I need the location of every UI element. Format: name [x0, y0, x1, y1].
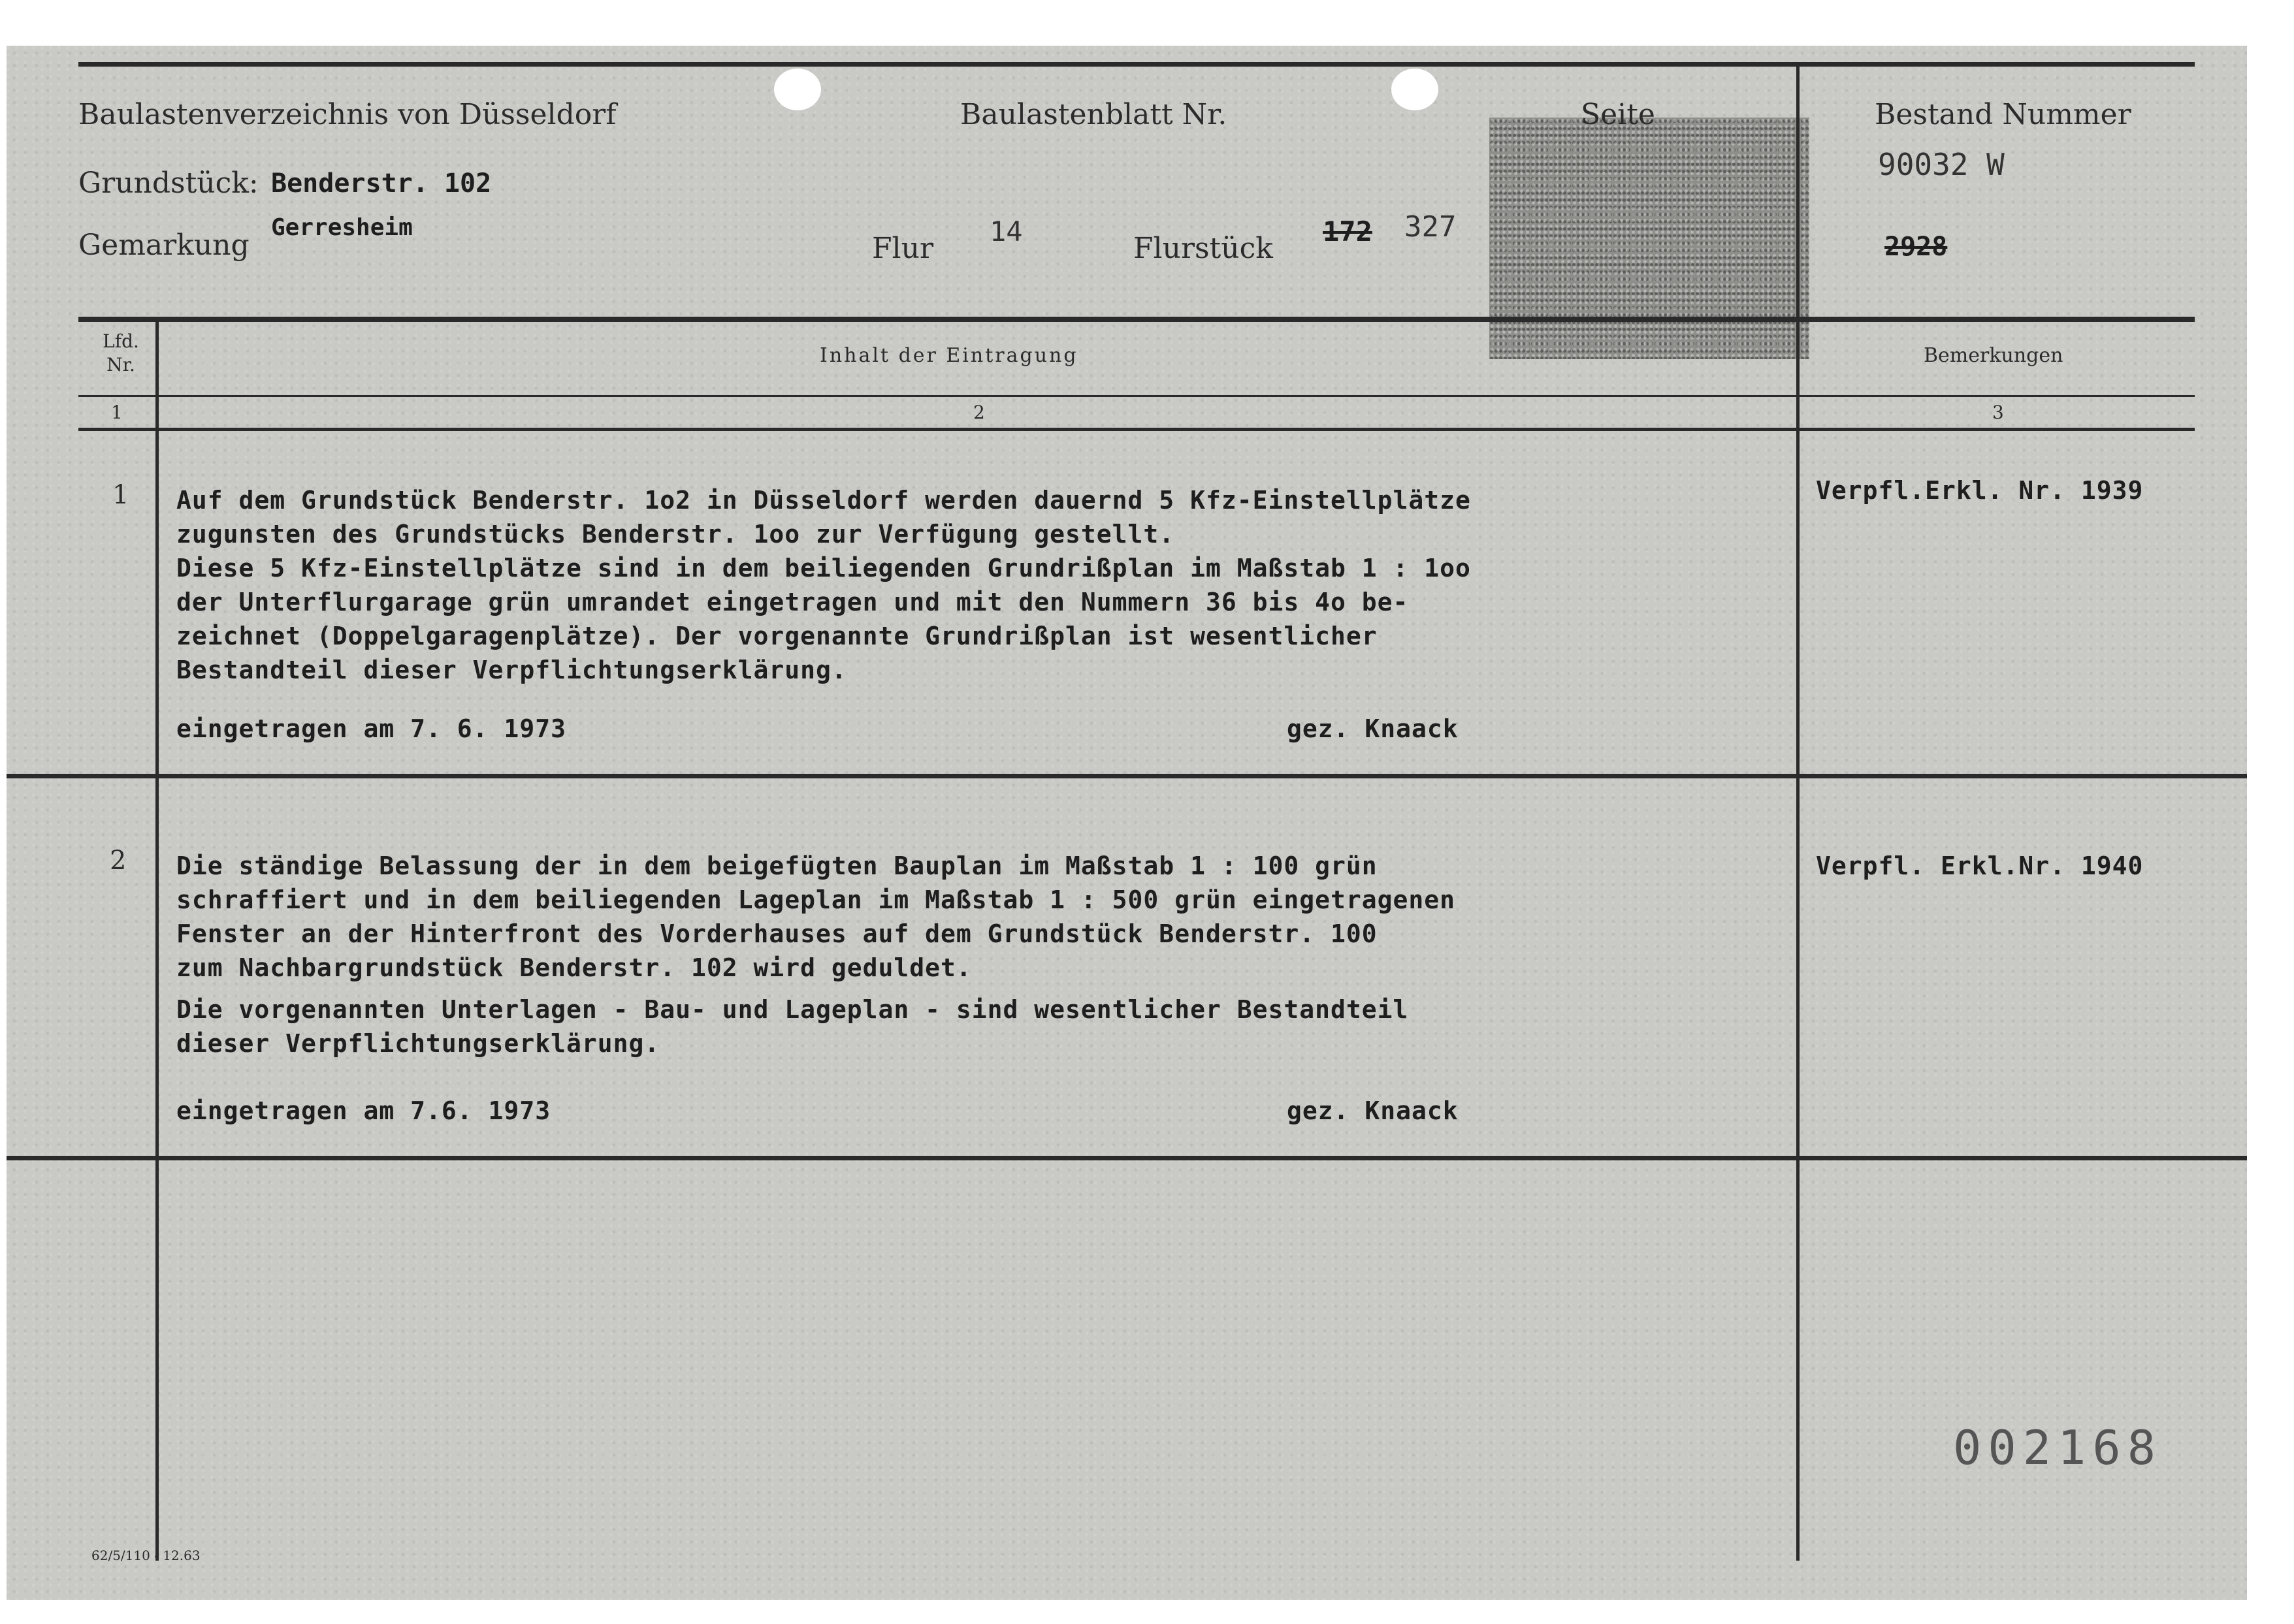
district-value: Gerresheim — [271, 214, 413, 241]
entry-2-text — [176, 849, 1455, 1060]
entry-1-divider — [7, 774, 2247, 778]
form-code: 62/5/110 - 12.63 — [91, 1548, 201, 1563]
col1-header: Lfd. Nr. — [103, 330, 139, 375]
page-stamp: 002168 — [1953, 1420, 2163, 1475]
registry-title: Baulastenverzeichnis von Düsseldorf — [78, 98, 617, 131]
entry-1-line: Diese 5 Kfz-Einstellplätze sind in dem beiliegenden Grundrißplan im Maßstab 1 : 1oo — [176, 554, 1471, 582]
entry-1-registered: eingetragen am 7. 6. 1973 — [176, 714, 566, 743]
entry-2-line: Fenster an der Hinterfront des Vorderhauses auf dem Grundstück Benderstr. 100 — [176, 919, 1378, 948]
entry-1-remark: Verpfl.Erkl. Nr. 1939 — [1816, 476, 2144, 505]
entry-2-line: Die ständige Belassung der in dem beigefügten Bauplan im Maßstab 1 : 100 grün — [176, 852, 1378, 880]
punch-hole-left — [774, 69, 821, 110]
stock-old-value: 2928 — [1884, 232, 1948, 262]
flurstueck-old-value: 172 — [1323, 215, 1372, 247]
remarks-column-divider — [1796, 65, 1800, 1561]
entry-1-line: Auf dem Grundstück Benderstr. 1o2 in Düsseldorf werden dauernd 5 Kfz-Einstellplätze — [176, 486, 1471, 515]
stock-label: Bestand Nummer — [1875, 98, 2131, 131]
flurstueck-label: Flurstück — [1133, 232, 1273, 265]
entry-1-line: zugunsten des Grundstücks Benderstr. 1oo zur Verfügung gestellt. — [176, 520, 1175, 549]
flurstueck-value: 327 — [1404, 210, 1457, 244]
plot-value: Benderstr. 102 — [271, 168, 492, 199]
record-sheet — [7, 46, 2247, 1600]
punch-hole-right — [1391, 69, 1438, 110]
entry-2-number: 2 — [110, 846, 127, 876]
entry-1-text — [176, 483, 1471, 687]
col1-number: 1 — [111, 402, 123, 423]
col2-number: 2 — [973, 402, 985, 423]
entry-1-line: Bestandteil dieser Verpflichtungserklärung. — [176, 656, 847, 684]
stock-value: 90032 W — [1878, 147, 2005, 182]
sheet-label: Baulastenblatt Nr. — [960, 98, 1227, 131]
table-top-border — [78, 317, 2195, 322]
flur-value: 14 — [990, 215, 1023, 247]
entry-1-number: 1 — [112, 480, 129, 510]
col3-header: Bemerkungen — [1924, 344, 2063, 367]
entry-1-line: zeichnet (Doppelgaragenplätze). Der vorgenannte Grundrißplan ist wesentlicher — [176, 622, 1378, 650]
page-label: Seite — [1581, 98, 1655, 131]
entry-2-line: schraffiert und in dem beiliegenden Lageplan im Maßstab 1 : 500 grün eingetragenen — [176, 885, 1455, 914]
number-column-divider — [155, 317, 159, 1561]
entry-2-line: dieser Verpflichtungserklärung. — [176, 1029, 660, 1058]
column-number-divider — [78, 395, 2195, 397]
col3-number: 3 — [1992, 402, 2004, 423]
entry-2-divider — [7, 1156, 2247, 1160]
header-bottom-border — [78, 428, 2195, 431]
plot-label: Grundstück: — [78, 167, 259, 200]
district-label: Gemarkung — [78, 229, 250, 262]
entry-2-line: zum Nachbargrundstück Benderstr. 102 wird geduldet. — [176, 953, 972, 982]
entry-1-line: der Unterflurgarage grün umrandet eingetragen und mit den Nummern 36 bis 4o be- — [176, 588, 1409, 616]
entry-2-signature: gez. Knaack — [1287, 1096, 1459, 1125]
entry-1-signature: gez. Knaack — [1287, 714, 1459, 743]
flur-label: Flur — [872, 232, 933, 265]
scan-noise-area — [1489, 118, 1809, 359]
top-border — [78, 62, 2195, 67]
col2-header: Inhalt der Eintragung — [820, 344, 1078, 367]
entry-2-line: Die vorgenannten Unterlagen - Bau- und Lageplan - sind wesentlicher Bestandteil — [176, 995, 1409, 1024]
entry-2-remark: Verpfl. Erkl.Nr. 1940 — [1816, 852, 2144, 880]
entry-2-registered: eingetragen am 7.6. 1973 — [176, 1096, 551, 1125]
